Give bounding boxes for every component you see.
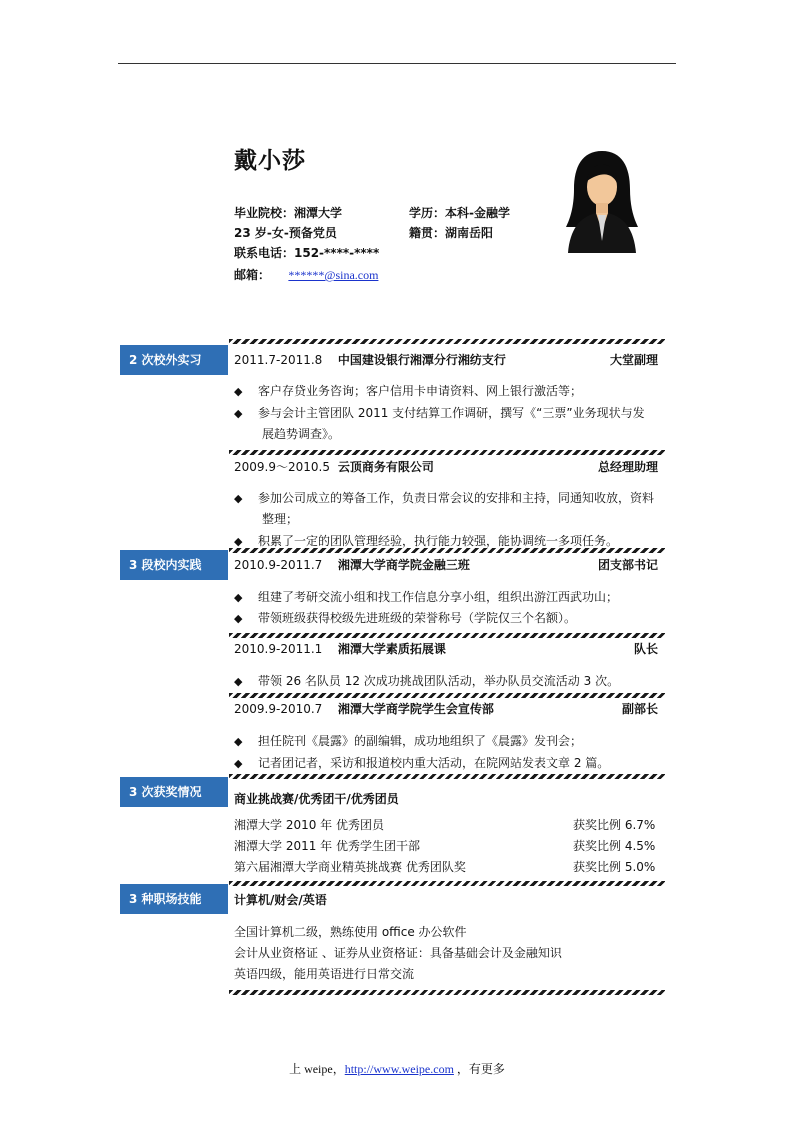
entry-header — [234, 642, 658, 656]
bullet-continuation: 整理； — [262, 512, 299, 526]
bullet-item: ◆ 担任院刊《晨露》的副编辑，成功地组织了《晨露》发刊会； — [234, 731, 662, 752]
footer — [0, 1060, 794, 1077]
top-rule — [118, 63, 676, 64]
entry-header — [234, 353, 658, 367]
entry-role: 副部长 — [621, 702, 658, 716]
section-label-campus: 3 段校内实践 — [120, 550, 228, 580]
diamond-bullet-icon: ◆ — [234, 735, 243, 748]
footer-suffix: ，有更多 — [453, 1062, 505, 1076]
age-gender-party: 23 岁-女-预备党员 — [234, 226, 337, 240]
email-link[interactable]: ******@sina.com — [288, 268, 379, 282]
diamond-bullet-icon: ◆ — [234, 612, 243, 625]
section-divider — [229, 774, 665, 779]
skill-item: 英语四级，能用英语进行日常交流 — [234, 967, 415, 981]
award-ratio: 获奖比例 4.5% — [573, 839, 656, 853]
entry-org: 湘潭大学素质拓展课 — [337, 642, 446, 656]
entry-role: 大堂副理 — [609, 353, 658, 367]
bullet-item: ◆ 参与会计主管团队 2011 支付结算工作调研，撰写《“三票”业务现状与发 — [234, 403, 662, 424]
school-info: 毕业院校：湘潭大学 — [234, 206, 343, 220]
diamond-bullet-icon: ◆ — [234, 675, 243, 688]
entry-header — [234, 702, 658, 716]
entry-date: 2011.7-2011.8 — [234, 353, 323, 367]
education-info: 学历：本科-金融学 — [409, 206, 510, 220]
bullet-item: ◆ 参加公司成立的筹备工作，负责日常会议的安排和主持，同通知收放，资料 — [234, 488, 662, 509]
bullet-item: ◆ 客户存贷业务咨询；客户信用卡申请资料、网上银行激活等； — [234, 381, 662, 402]
entry-header — [234, 460, 658, 474]
section-divider — [229, 548, 665, 553]
entry-date: 2009.9～2010.5 — [234, 460, 330, 474]
award-item: 第六届湘潭大学商业精英挑战赛 优秀团队奖 — [234, 860, 466, 874]
avatar-photo — [562, 145, 642, 253]
entry-role: 总经理助理 — [597, 460, 658, 474]
bullet-item: ◆ 记者团记者，采访和报道校内重大活动，在院网站发表文章 2 篇。 — [234, 753, 662, 774]
entry-date: 2009.9-2010.7 — [234, 702, 323, 716]
entry-divider — [229, 633, 665, 638]
diamond-bullet-icon: ◆ — [234, 385, 243, 398]
bottom-divider — [229, 990, 665, 995]
email-label: 邮箱： — [234, 268, 271, 282]
award-item: 湘潭大学 2011 年 优秀学生团干部 — [234, 839, 420, 853]
entry-role: 队长 — [633, 642, 658, 656]
award-ratio: 获奖比例 5.0% — [573, 860, 656, 874]
skills-title: 计算机/财会/英语 — [234, 893, 327, 907]
awards-title: 商业挑战赛/优秀团干/优秀团员 — [234, 792, 399, 806]
footer-prefix: 上 weipe， — [289, 1062, 345, 1076]
entry-date: 2010.9-2011.7 — [234, 558, 323, 572]
entry-org: 湘潭大学商学院学生会宣传部 — [337, 702, 494, 716]
section-label-awards: 3 次获奖情况 — [120, 777, 228, 807]
diamond-bullet-icon: ◆ — [234, 591, 243, 604]
entry-role: 团支部书记 — [597, 558, 658, 572]
diamond-bullet-icon: ◆ — [234, 535, 243, 548]
diamond-bullet-icon: ◆ — [234, 757, 243, 770]
entry-divider — [229, 450, 665, 455]
email-row — [234, 268, 378, 282]
phone-info: 联系电话：152-****-**** — [234, 246, 380, 260]
bullet-item: ◆ 带领 26 名队员 12 次成功挑战团队活动，举办队员交流活动 3 次。 — [234, 671, 662, 692]
section-label-internship: 2 次校外实习 — [120, 345, 228, 375]
candidate-name: 戴小莎 — [234, 148, 306, 174]
award-ratio: 获奖比例 6.7% — [573, 818, 656, 832]
skill-item: 会计从业资格证 、证券从业资格证：具备基础会计及金融知识 — [234, 946, 562, 960]
skill-item: 全国计算机二级，熟练使用 office 办公软件 — [234, 925, 467, 939]
entry-divider — [229, 693, 665, 698]
entry-date: 2010.9-2011.1 — [234, 642, 323, 656]
footer-link[interactable]: http://www.weipe.com — [344, 1062, 454, 1076]
section-divider — [229, 339, 665, 344]
hometown-info: 籍贯：湖南岳阳 — [409, 226, 494, 240]
section-label-skills: 3 种职场技能 — [120, 884, 228, 914]
entry-org: 中国建设银行湘潭分行湘纺支行 — [337, 353, 506, 367]
bullet-item: ◆ 组建了考研交流小组和找工作信息分享小组，组织出游江西武功山； — [234, 587, 662, 608]
bullet-item: ◆ 积累了一定的团队管理经验，执行能力较强，能协调统一多项任务。 — [234, 531, 662, 552]
diamond-bullet-icon: ◆ — [234, 407, 243, 420]
award-item: 湘潭大学 2010 年 优秀团员 — [234, 818, 384, 832]
diamond-bullet-icon: ◆ — [234, 492, 243, 505]
bullet-continuation: 展趋势调查》。 — [262, 427, 341, 441]
bullet-item: ◆ 带领班级获得校级先进班级的荣誉称号（学院仅三个名额）。 — [234, 608, 662, 629]
entry-org: 湘潭大学商学院金融三班 — [337, 558, 470, 572]
entry-org: 云顶商务有限公司 — [337, 460, 434, 474]
section-divider — [229, 881, 665, 886]
entry-header — [234, 558, 658, 572]
